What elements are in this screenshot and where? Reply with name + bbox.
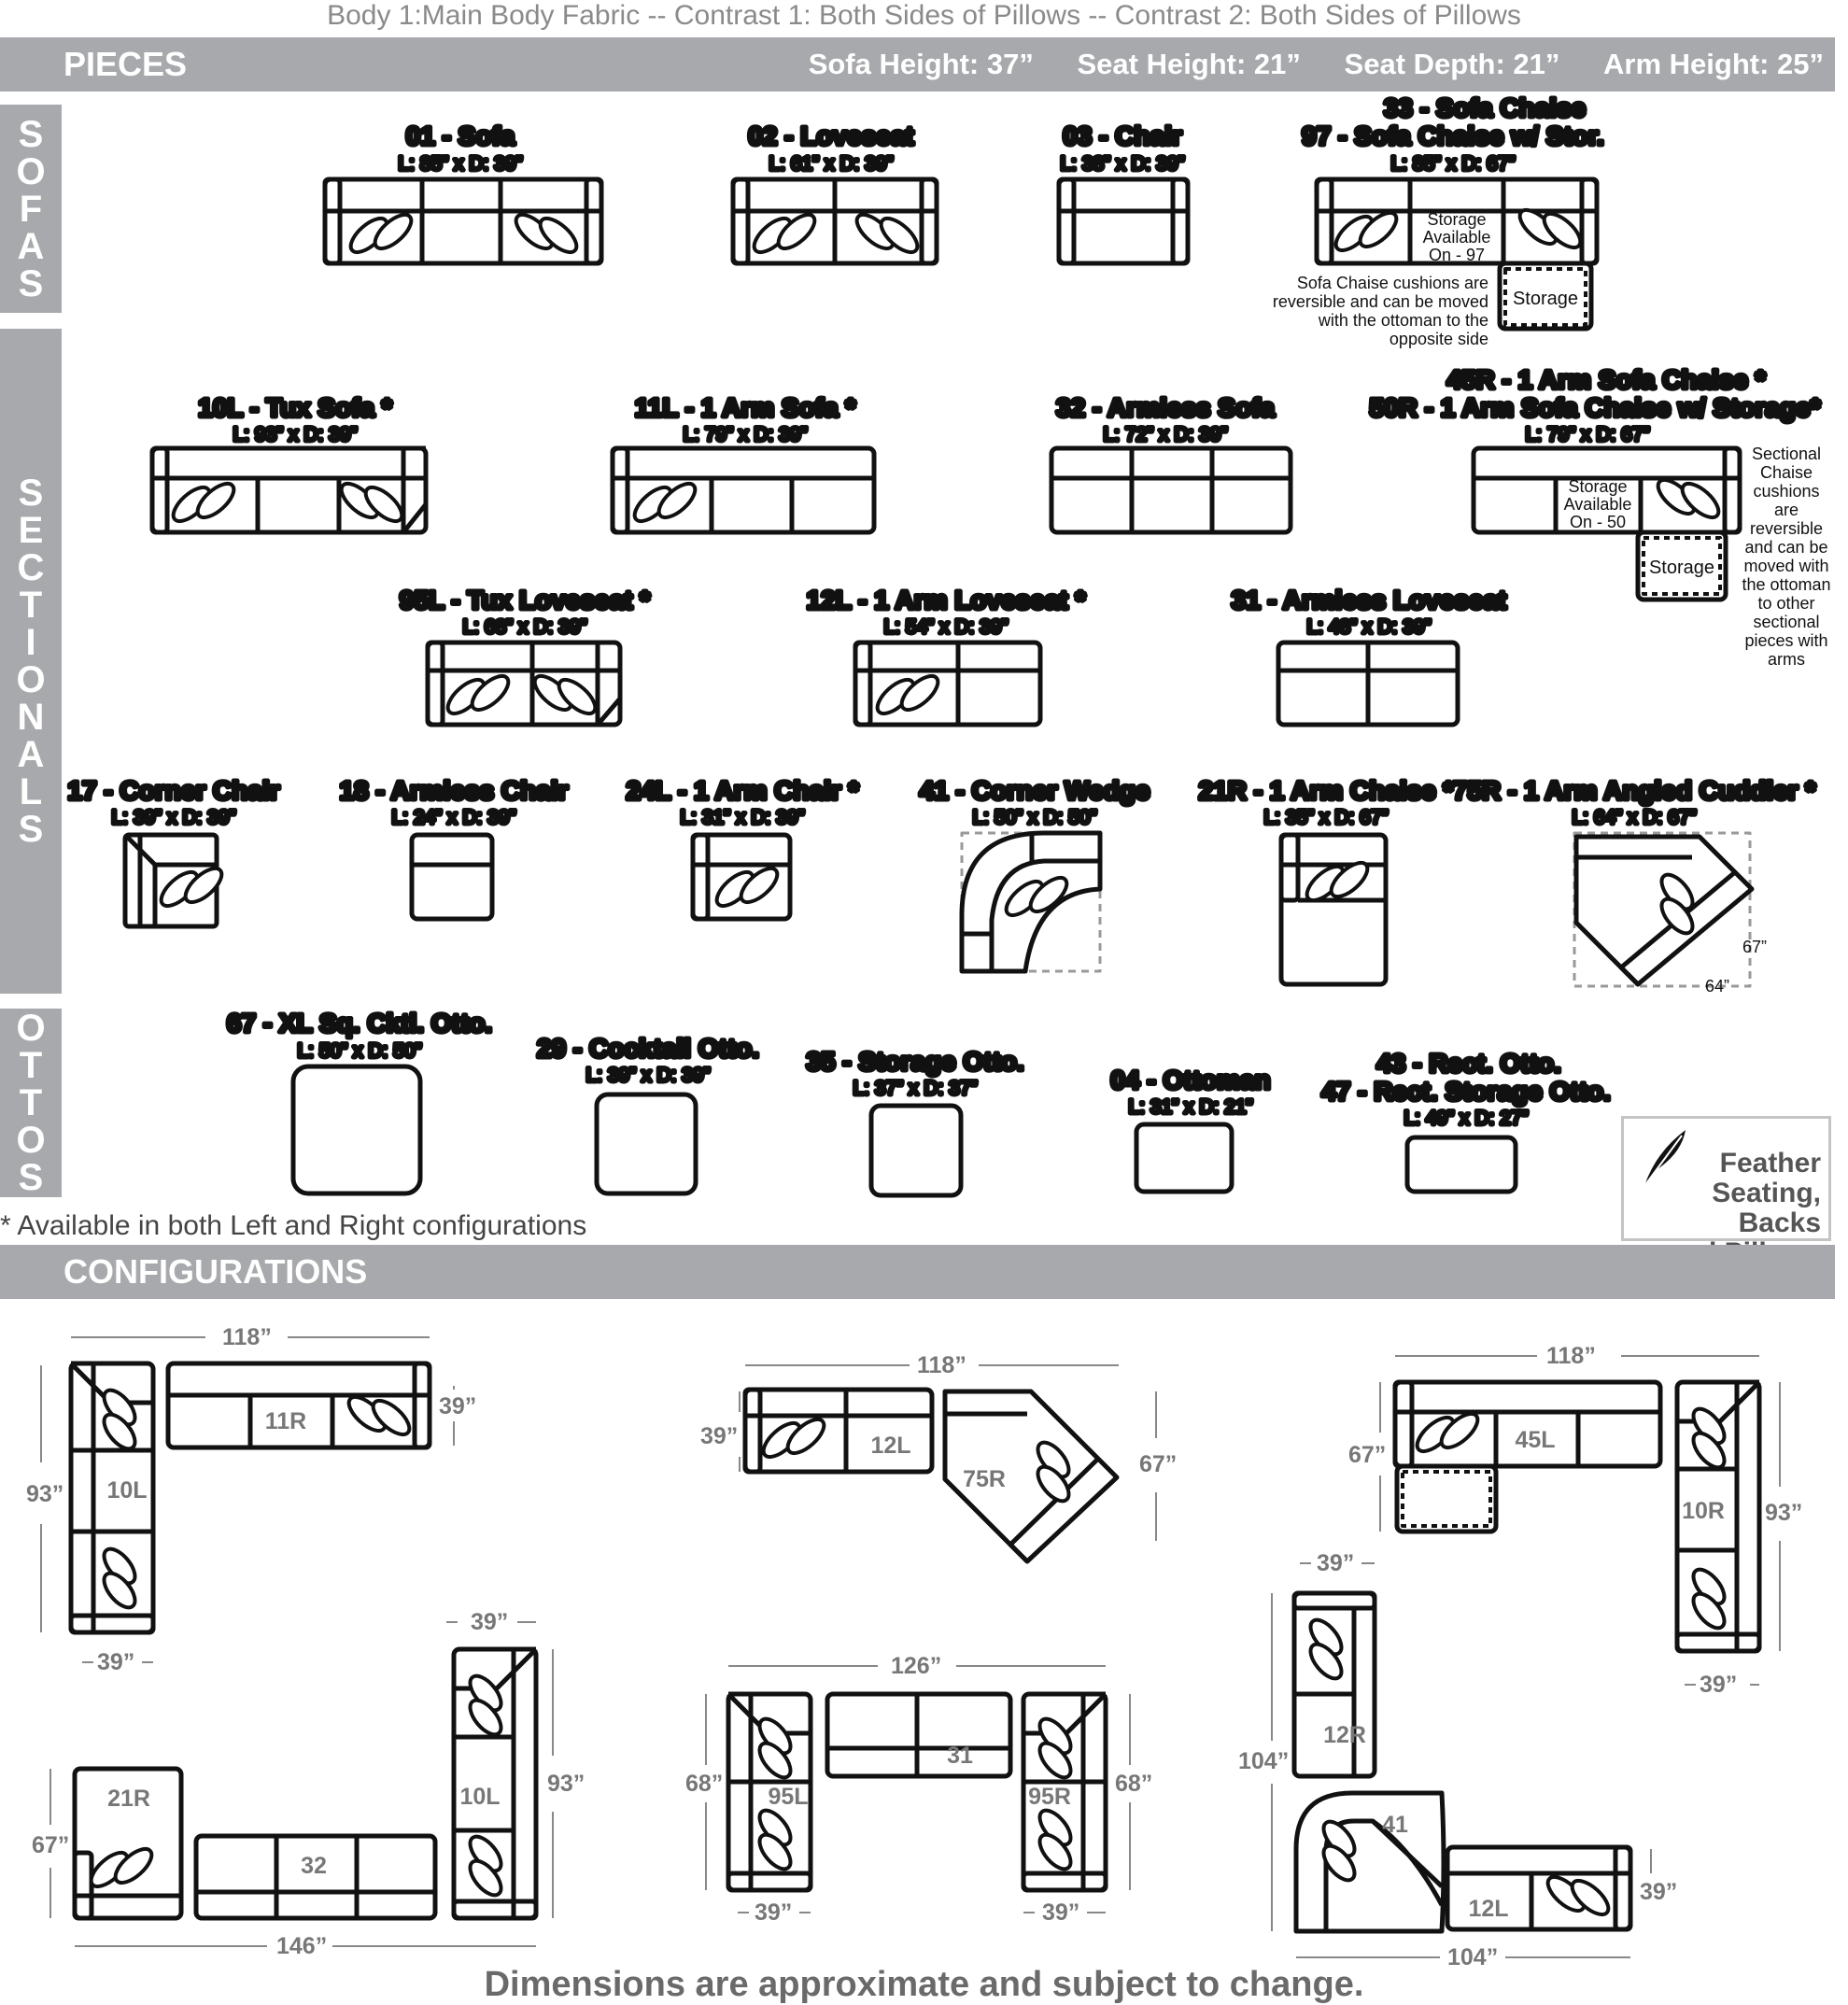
piece-24-dims: L: 31” x D: 39” bbox=[680, 807, 805, 828]
piece-01-sofa-icon bbox=[325, 179, 601, 263]
fabric-note: Body 1:Main Body Fabric -- Contrast 1: Both Sides of Pillows -- Contrast 2: Both Sides of Pillows bbox=[327, 0, 1521, 31]
piece-17-corner-chair-icon bbox=[125, 835, 227, 926]
piece-33-dims: L: 85” x D: 67” bbox=[1390, 153, 1516, 175]
piece-17-name: 17 - Corner Chair bbox=[67, 776, 280, 805]
p45-note-2: Chaise bbox=[1759, 463, 1813, 482]
piece-75-name: 75R - 1 Arm Angled Cuddler * bbox=[1452, 776, 1816, 805]
piece-50-name: 50R - 1 Arm Sofa Chaise w/ Storage* bbox=[1369, 393, 1821, 422]
piece-01-name: 01 - Sofa bbox=[405, 121, 515, 150]
p45-storage-line-3: On - 50 bbox=[1569, 513, 1627, 531]
piece-31-name: 31 - Armless Loveseat bbox=[1231, 586, 1507, 614]
p45-note-3: cushions bbox=[1753, 482, 1820, 501]
p45-storage-line-2: Available bbox=[1563, 495, 1632, 514]
c6-label-41: 41 bbox=[1382, 1812, 1408, 1838]
c6-depth: 39” bbox=[1317, 1550, 1355, 1576]
piece-18-name: 18 - Armless Chair bbox=[339, 776, 569, 805]
piece-29-otto-icon bbox=[597, 1094, 696, 1193]
p45-note-7: moved with bbox=[1743, 557, 1829, 575]
pieces-title: PIECES bbox=[63, 45, 188, 83]
c3-label-10r: 10R bbox=[1682, 1498, 1725, 1524]
p45-note-4: are bbox=[1773, 501, 1799, 519]
c5-height-2: 68” bbox=[1115, 1771, 1153, 1797]
piece-01-dims: L: 85” x D: 39” bbox=[398, 153, 523, 175]
category-letter: L bbox=[19, 771, 43, 812]
category-letter: A bbox=[17, 225, 45, 267]
piece-04-dims: L: 31” x D: 21” bbox=[1128, 1096, 1253, 1118]
c3-width: 118” bbox=[1546, 1343, 1596, 1369]
piece-10-tux-sofa-icon bbox=[152, 448, 426, 532]
category-letter: O bbox=[16, 1008, 46, 1049]
p33-storage-line-3: On - 97 bbox=[1428, 246, 1486, 264]
c4-depth-2: 39” bbox=[471, 1609, 509, 1635]
piece-24-name: 24L - 1 Arm Chair * bbox=[626, 776, 859, 805]
piece-45-dims: L: 79” x D: 67” bbox=[1525, 424, 1650, 445]
c6-label-12r: 12R bbox=[1323, 1722, 1366, 1748]
category-letter: O bbox=[16, 1120, 46, 1161]
p45-note-6: and can be bbox=[1744, 538, 1828, 557]
sofa-height: Sofa Height: 37” bbox=[808, 48, 1034, 80]
c5-label-95r: 95R bbox=[1028, 1784, 1071, 1810]
p33-storage-label: Storage bbox=[1512, 289, 1579, 309]
p45-note-11: pieces with bbox=[1744, 631, 1828, 650]
c2-width: 118” bbox=[917, 1352, 966, 1378]
c1-depth-2: 39” bbox=[439, 1393, 477, 1419]
config-6-drawing bbox=[1294, 1593, 1630, 1931]
p33-note-2: reversible and can be moved bbox=[1272, 292, 1488, 311]
p45-storage-line-1: Storage bbox=[1568, 477, 1628, 496]
piece-41-corner-wedge-icon bbox=[962, 833, 1100, 971]
piece-45-name: 45R - 1 Arm Sofa Chaise * bbox=[1446, 365, 1766, 394]
c4-label-10l: 10L bbox=[459, 1784, 501, 1810]
piece-17-dims: L: 39” x D: 39” bbox=[111, 807, 236, 828]
piece-11-dims: L: 79” x D: 39” bbox=[683, 424, 808, 445]
c6-height: 104” bbox=[1238, 1748, 1290, 1774]
piece-18-dims: L: 24” x D: 39” bbox=[391, 807, 516, 828]
category-letter: N bbox=[17, 697, 45, 738]
feather-info-box bbox=[1621, 1116, 1831, 1241]
feather-line-1: Feather bbox=[1719, 1148, 1821, 1179]
feather-line-2: Seating, Backs bbox=[1712, 1178, 1821, 1238]
configurations-title: CONFIGURATIONS bbox=[63, 1252, 368, 1291]
piece-75-dim-d: 67” bbox=[1742, 938, 1768, 956]
piece-67-otto-icon bbox=[293, 1066, 420, 1193]
piece-11-name: 11L - 1 Arm Sofa * bbox=[634, 393, 856, 422]
c6-depth-2: 39” bbox=[1640, 1879, 1678, 1905]
piece-95-tux-loveseat-icon bbox=[428, 642, 620, 725]
c2-label-12l: 12L bbox=[870, 1433, 911, 1459]
p33-storage-line-1: Storage bbox=[1427, 210, 1487, 229]
p33-storage-line-2: Available bbox=[1422, 228, 1491, 247]
piece-04-name: 04 - Ottoman bbox=[1110, 1066, 1271, 1094]
seat-depth: Seat Depth: 21” bbox=[1344, 48, 1560, 80]
p45-note-5: reversible bbox=[1749, 519, 1824, 538]
c5-label-31: 31 bbox=[947, 1743, 973, 1769]
piece-21-dims: L: 35” x D: 67” bbox=[1263, 807, 1389, 828]
p45-note-10: sectional bbox=[1753, 613, 1820, 631]
p33-note-3: with the ottoman to the bbox=[1318, 311, 1488, 330]
c1-depth: 39” bbox=[97, 1649, 135, 1675]
c3-depth: 67” bbox=[1348, 1442, 1387, 1468]
piece-41-name: 41 - Corner Wedge bbox=[919, 776, 1150, 805]
piece-43-otto-icon bbox=[1407, 1137, 1516, 1192]
category-letter: O bbox=[16, 150, 46, 192]
category-letter: A bbox=[17, 734, 45, 775]
c1-label-11r: 11R bbox=[264, 1408, 307, 1434]
piece-02-name: 02 - Loveseat bbox=[748, 121, 914, 150]
piece-41-dims: L: 50” x D: 50” bbox=[972, 807, 1097, 828]
p45-note-1: Sectional bbox=[1751, 445, 1822, 463]
piece-03-chair-icon bbox=[1059, 179, 1188, 263]
piece-32-dims: L: 72” x D: 39” bbox=[1103, 424, 1228, 445]
piece-32-armless-sofa-icon bbox=[1051, 448, 1291, 532]
category-letter: O bbox=[16, 659, 46, 700]
footer-note: Dimensions are approximate and subject to change. bbox=[484, 1965, 1364, 2004]
piece-43-name: 43 - Rect. Otto. bbox=[1376, 1049, 1561, 1078]
c1-label-10l: 10L bbox=[106, 1477, 148, 1504]
arm-height: Arm Height: 25” bbox=[1603, 48, 1824, 80]
p45-note bbox=[1742, 445, 1830, 669]
category-letter: S bbox=[18, 1157, 44, 1198]
c6-label-12l: 12L bbox=[1468, 1896, 1509, 1922]
piece-21-name: 21R - 1 Arm Chaise * bbox=[1198, 776, 1454, 805]
piece-29-name: 29 - Cocktail Otto. bbox=[536, 1034, 760, 1063]
piece-43-dims: L: 49” x D: 27” bbox=[1404, 1108, 1529, 1129]
c4-label-32: 32 bbox=[301, 1853, 327, 1879]
piece-35-name: 35 - Storage Otto. bbox=[806, 1047, 1024, 1076]
category-letter: I bbox=[25, 622, 36, 663]
c4-depth: 67” bbox=[32, 1832, 70, 1858]
piece-67-name: 67 - XL Sq. Cktl. Otto. bbox=[226, 1009, 493, 1038]
piece-10-dims: L: 93” x D: 39” bbox=[233, 424, 358, 445]
category-letter: S bbox=[18, 809, 44, 850]
piece-12-dims: L: 54” x D: 39” bbox=[883, 616, 1009, 638]
category-letter: S bbox=[18, 473, 44, 514]
piece-02-loveseat-icon bbox=[733, 179, 937, 263]
piece-95-name: 95L - Tux Loveseat * bbox=[399, 586, 651, 614]
p45-storage-label: Storage bbox=[1648, 558, 1715, 578]
piece-03-name: 03 - Chair bbox=[1063, 121, 1182, 150]
piece-33-name: 33 - Sofa Chaise bbox=[1383, 93, 1587, 122]
p45-note-12: arms bbox=[1768, 650, 1805, 669]
category-letter: S bbox=[18, 262, 44, 304]
piece-10-name: 10L - Tux Sofa * bbox=[198, 393, 392, 422]
category-letter: F bbox=[19, 188, 43, 230]
piece-18-armless-chair-icon bbox=[412, 835, 492, 919]
piece-32-name: 32 - Armless Sofa bbox=[1056, 393, 1275, 422]
piece-31-armless-loveseat-icon bbox=[1278, 642, 1458, 725]
configurations-header-band bbox=[0, 1245, 1835, 1299]
piece-35-otto-icon bbox=[871, 1106, 961, 1195]
config-2-drawing bbox=[745, 1390, 1117, 1561]
c5-width: 126” bbox=[891, 1653, 942, 1679]
p45-note-8: the ottoman bbox=[1742, 575, 1831, 594]
piece-21-1-arm-chaise-icon bbox=[1281, 835, 1386, 984]
piece-95-dims: L: 68” x D: 39” bbox=[462, 616, 587, 638]
c6-width: 104” bbox=[1447, 1944, 1499, 1970]
category-letter: T bbox=[19, 585, 43, 626]
category-letter: T bbox=[19, 1082, 43, 1123]
piece-02-dims: L: 61” x D: 39” bbox=[769, 153, 894, 175]
piece-75-dims: L: 64” x D: 67” bbox=[1572, 807, 1697, 828]
piece-67-dims: L: 50” x D: 50” bbox=[297, 1040, 422, 1062]
piece-75-dim-l: 64” bbox=[1705, 977, 1730, 995]
c1-height: 93” bbox=[26, 1481, 64, 1507]
category-letter: S bbox=[18, 113, 44, 155]
piece-35-dims: L: 37” x D: 37” bbox=[853, 1078, 978, 1099]
piece-31-dims: L: 48” x D: 39” bbox=[1306, 616, 1432, 638]
piece-11-1-arm-sofa-icon bbox=[613, 448, 874, 532]
c1-width: 118” bbox=[222, 1324, 272, 1350]
p45-note-9: to other bbox=[1757, 594, 1815, 613]
c4-height: 93” bbox=[547, 1771, 585, 1797]
available-note: * Available in both Left and Right configurations bbox=[0, 1210, 587, 1241]
p33-note-1: Sofa Chaise cushions are bbox=[1296, 274, 1488, 292]
piece-29-dims: L: 39” x D: 39” bbox=[585, 1065, 711, 1086]
category-letter: T bbox=[19, 1045, 43, 1086]
c5-height: 68” bbox=[685, 1771, 724, 1797]
c3-depth-2: 39” bbox=[1700, 1672, 1738, 1698]
piece-24-1-arm-chair-icon bbox=[693, 835, 790, 919]
piece-03-dims: L: 38” x D: 39” bbox=[1060, 153, 1185, 175]
c3-height: 93” bbox=[1765, 1500, 1803, 1526]
piece-04-otto-icon bbox=[1136, 1124, 1232, 1192]
piece-12-name: 12L - 1 Arm Loveseat * bbox=[806, 586, 1086, 614]
category-letter: C bbox=[17, 547, 45, 588]
c4-label-21r: 21R bbox=[107, 1786, 150, 1812]
c3-label-45l: 45L bbox=[1515, 1427, 1556, 1453]
c5-label-95l: 95L bbox=[768, 1784, 809, 1810]
piece-47-name: 47 - Rect. Storage Otto. bbox=[1321, 1077, 1611, 1106]
category-letter: E bbox=[18, 510, 44, 551]
c4-width: 146” bbox=[276, 1933, 328, 1959]
c5-depth-2: 39” bbox=[1042, 1899, 1080, 1926]
c2-depth: 39” bbox=[700, 1423, 739, 1449]
piece-97-name: 97 - Sofa Chaise w/ Stor. bbox=[1302, 121, 1604, 150]
seat-height: Seat Height: 21” bbox=[1077, 48, 1301, 80]
c2-label-75r: 75R bbox=[963, 1466, 1006, 1492]
p33-note-4: opposite side bbox=[1389, 330, 1488, 348]
c5-depth: 39” bbox=[755, 1899, 793, 1926]
piece-75-angled-cuddler-icon bbox=[1574, 833, 1752, 986]
c2-height: 67” bbox=[1139, 1451, 1178, 1477]
piece-12-1-arm-loveseat-icon bbox=[855, 642, 1040, 725]
